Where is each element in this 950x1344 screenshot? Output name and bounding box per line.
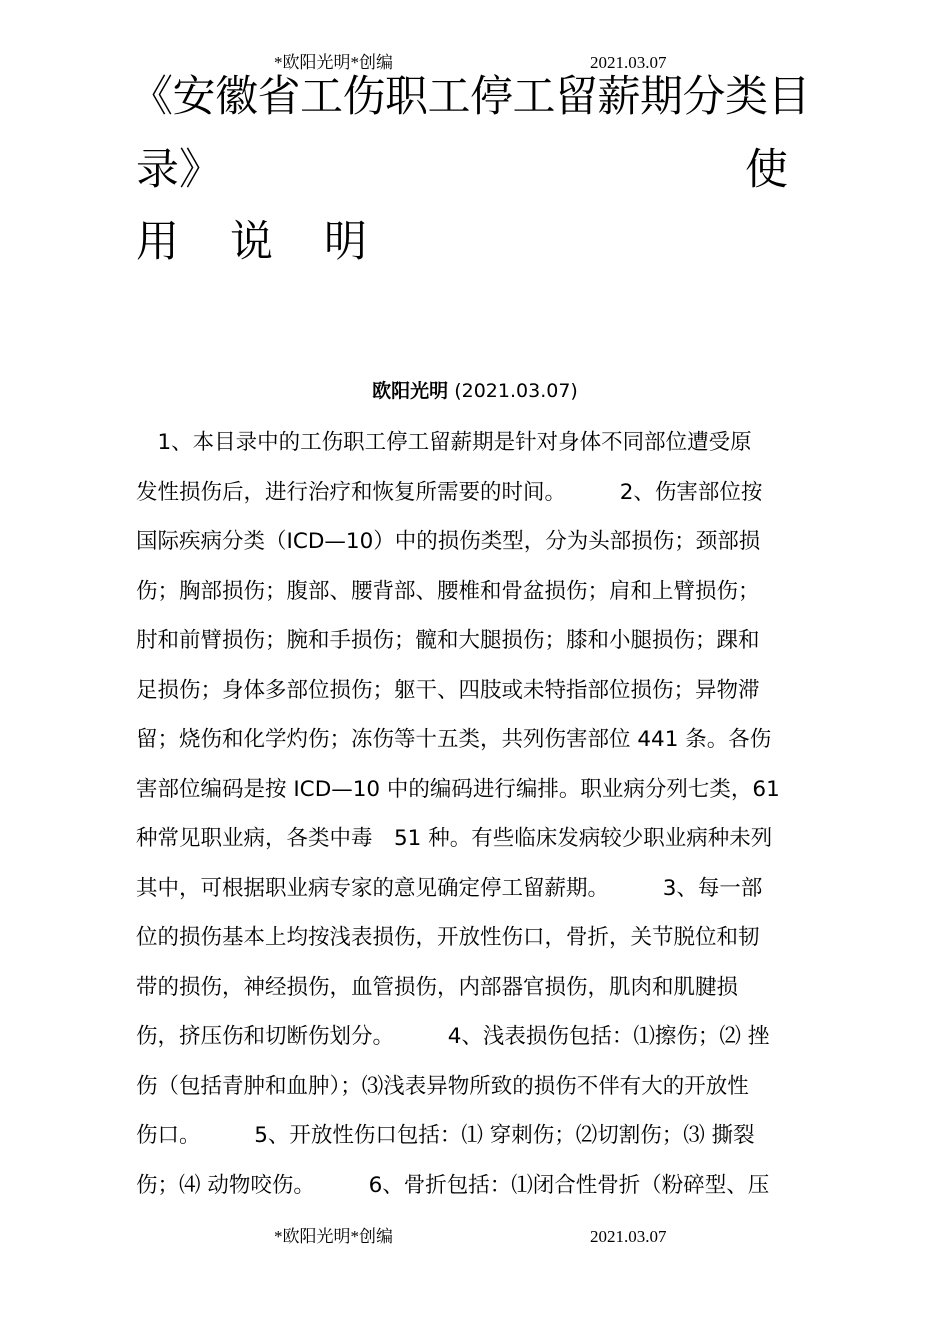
header-author: *欧阳光明*创编	[274, 53, 393, 72]
document-title-line-2-right: 使	[745, 145, 788, 195]
body-line: 伤；胸部损伤；腹部、腰背部、腰椎和骨盆损伤；肩和上臂损伤；	[136, 578, 760, 604]
body-line: 害部位编码是按 ICD—10 中的编码进行编排。职业病分列七类，61	[136, 776, 780, 802]
body-line: 带的损伤，神经损伤，血管损伤，内部器官损伤，肌肉和肌腱损	[136, 974, 739, 1000]
body-line: 伤（包括青肿和血肿）；⑶浅表异物所致的损伤不伴有大的开放性	[136, 1073, 749, 1099]
body-line: 其中，可根据职业病专家的意见确定停工留薪期。 3、每一部	[136, 875, 763, 901]
body-paragraph	[136, 418, 818, 1210]
body-line: 种常见职业病，各类中毒 51 种。有些临床发病较少职业病种未列	[136, 826, 773, 851]
footer-author: *欧阳光明*创编	[274, 1227, 393, 1246]
byline-author: 欧阳光明	[372, 380, 449, 402]
footer-date: 2021.03.07	[590, 1227, 667, 1246]
header-date: 2021.03.07	[590, 53, 667, 72]
body-line: 伤口。 5、开放性伤口包括：⑴ 穿刺伤；⑵切割伤；⑶ 撕裂	[136, 1123, 755, 1148]
body-line: 1、本目录中的工伤职工停工留薪期是针对身体不同部位遭受原	[136, 430, 752, 455]
body-line: 伤；⑷ 动物咬伤。 6、骨折包括：⑴闭合性骨折（粉碎型、压	[136, 1172, 770, 1198]
byline-date: (2021.03.07)	[454, 380, 578, 402]
document-title-line-1: 《安徽省工伤职工停工留薪期分类目	[130, 72, 810, 122]
body-line: 位的损伤基本上均按浅表损伤，开放性伤口，骨折，关节脱位和韧	[136, 925, 760, 950]
body-line: 足损伤；身体多部位损伤；躯干、四肢或未特指部位损伤；异物滞	[136, 677, 760, 703]
byline	[0, 378, 950, 404]
document-title-line-2-left: 录》	[136, 145, 222, 195]
body-line: 国际疾病分类（ICD—10）中的损伤类型，分为头部损伤；颈部损	[136, 529, 761, 554]
body-line: 肘和前臂损伤；腕和手损伤；髋和大腿损伤；膝和小腿损伤；踝和	[136, 628, 760, 653]
body-line: 伤，挤压伤和切断伤划分。 4、浅表损伤包括：⑴擦伤；⑵ 挫	[136, 1024, 770, 1049]
body-line: 留；烧伤和化学灼伤；冻伤等十五类，共列伤害部位 441 条。各伤	[136, 727, 772, 752]
body-line: 发性损伤后，进行治疗和恢复所需要的时间。 2、伤害部位按	[136, 479, 763, 505]
document-title-line-3: 用 说 明	[136, 217, 371, 267]
